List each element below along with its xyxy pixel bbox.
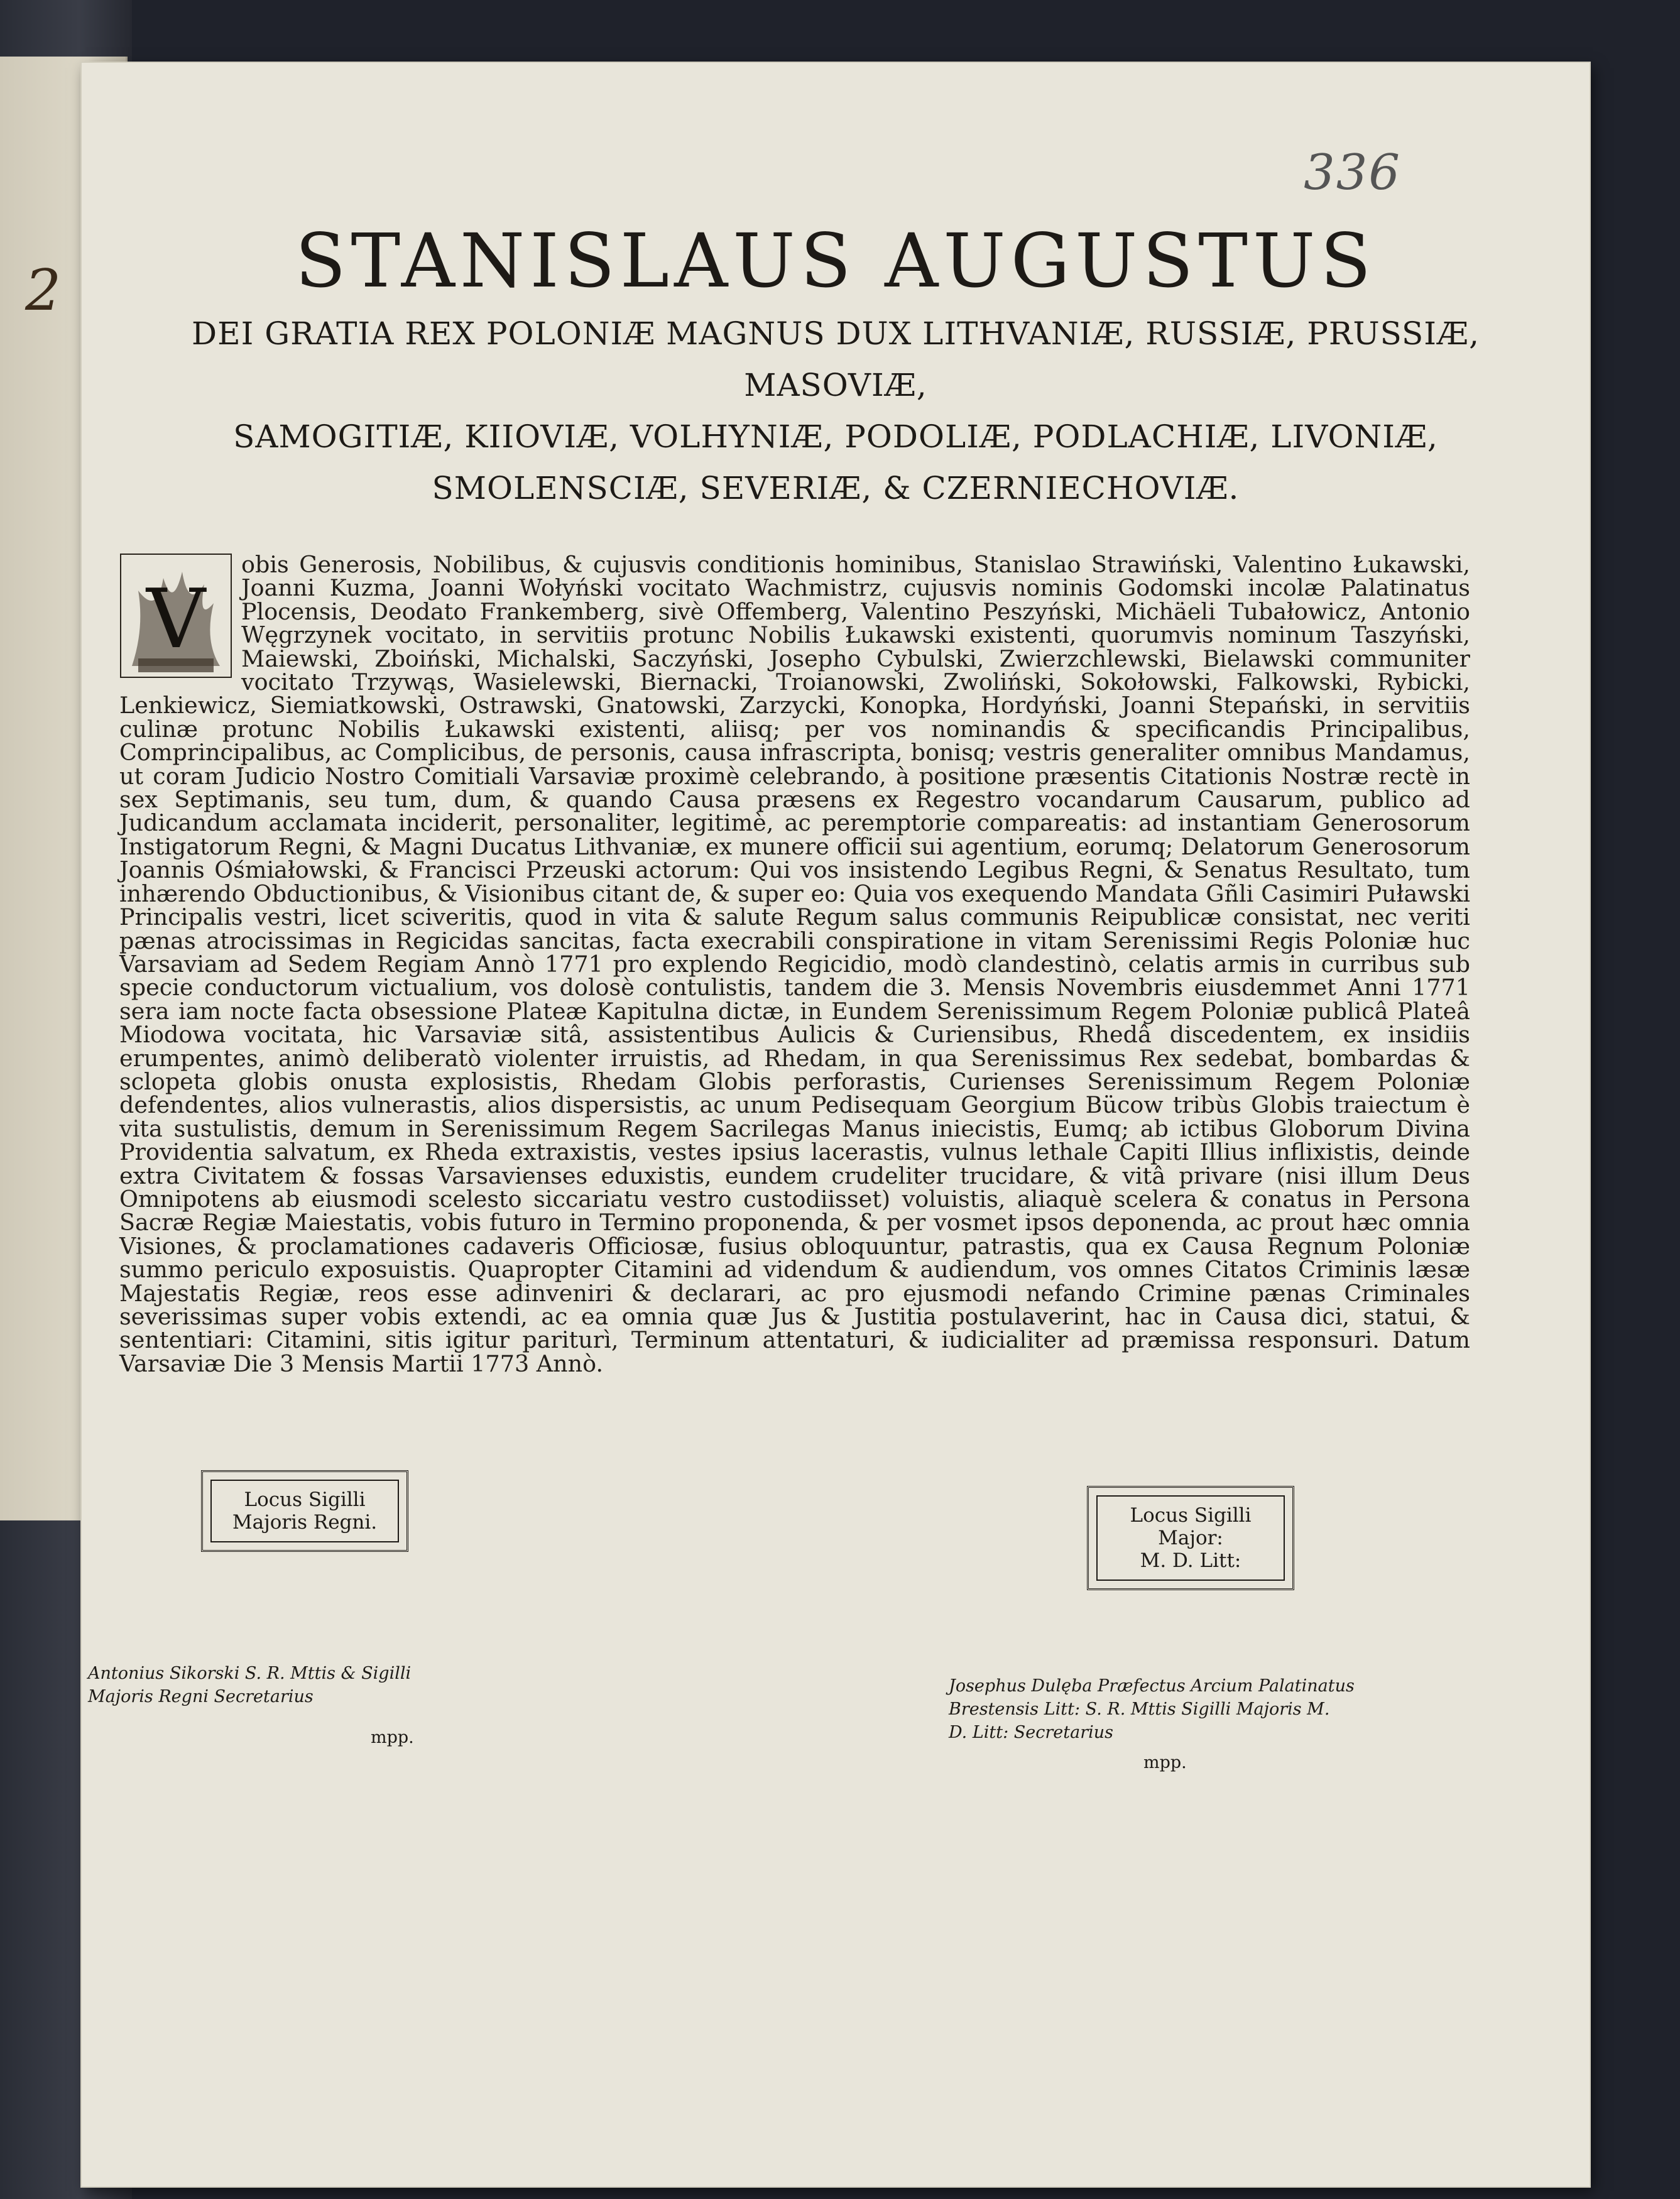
underlying-sheet-number: 2 [25,258,62,324]
signature-right-mpp: mpp. [1143,1753,1187,1772]
king-name: STANISLAUS AUGUSTUS [295,217,1377,304]
seal-lithuania-line-1: Locus Sigilli Major: [1130,1504,1252,1549]
seal-regni-line-2: Majoris Regni. [232,1511,378,1534]
seal-box-lithuania-inner [1096,1495,1285,1581]
seal-box-regni-inner [210,1480,399,1542]
seal-regni-line-1: Locus Sigilli [244,1488,366,1511]
seal-lithuania-line-2: M. D. Litt: [1140,1549,1241,1572]
citation-body [119,553,1470,1375]
signature-left-mpp: mpp. [371,1728,414,1747]
seal-box-regni [201,1470,408,1552]
signature-right-line-1: Josephus Dulęba Præfectus Arcium Palatinatus [949,1676,1355,1696]
signature-right-line-2: Brestensis Litt: S. R. Mttis Sigilli Majoris M. [949,1700,1330,1719]
initial-letter: V [146,571,205,667]
signature-right [949,1674,1426,1744]
document-sheet [82,63,1590,2186]
royal-titles [82,308,1590,514]
royal-titles-line-3: SMOLENSCIÆ, SEVERIÆ, & CZERNIECHOVIÆ. [432,470,1240,506]
folio-number: 336 [1304,145,1401,201]
decorated-initial [119,553,232,679]
signature-right-line-3: D. Litt: Secretarius [949,1723,1114,1742]
signature-left-line-2: Majoris Regni Secretarius [88,1687,314,1706]
signature-left-line-1: Antonius Sikorski S. R. Mttis & Sigilli [88,1664,412,1683]
seal-box-lithuania [1087,1486,1294,1590]
royal-titles-line-1: DEI GRATIA REX POLONIÆ MAGNUS DUX LITHVANIÆ, RUSSIÆ, PRUSSIÆ, MASOVIÆ, [191,315,1480,403]
royal-titles-line-2: SAMOGITIÆ, KIIOVIÆ, VOLHYNIÆ, PODOLIÆ, PODLACHIÆ, LIVONIÆ, [233,418,1438,455]
signature-left [88,1662,477,1708]
ornament-icon [119,553,232,679]
citation-text: obis Generosis, Nobilibus, & cujusvis conditionis hominibus, Stanislao Strawiński, Valentino Łukawski, Joanni Kuzma, Joanni Wołyński vocitato Wachmistrz, cujusvis nominis Godomski incolæ Palatinatus Plocensis, Deodato Frankemberg, sivè Offemberg, Valentino Peszyński, Michäeli Tubałowicz, Antonio Węgrzynek vocitato, in servitiis protunc Nobilis Łukawski existenti, quorumvis nominum Taszyński, Maiewski, Zboiński, Michalski, Saczyński, Josepho Cybulski, Zwierzchlewski, Bielawski communiter vocitato Trzywąs, Wasielewski, Biernacki, Troianowski, Zwoliński, Sokołowski, Falkowski, Rybicki, Lenkiewicz, Siemiatkowski, Ostrawski, Gnatowski, Zarzycki, Konopka, Hordyński, Joanni Stepański, in servitiis culinæ protunc Nobilis Łukawski existenti, aliisq; per vos nominandis & specificandis Principalibus, Comprincipalibus, ac Complicibus, de personis, causa infrascripta, bonisq; vestris generaliter omnibus Mandamus, ut coram Judicio Nostro Comitiali Varsaviæ proximè celebrando, à positione præsentis Citationis Nostræ rectè in sex Septimanis, seu tum, dum, & quando Causa præsens ex Regestro vocandarum Causarum, publico ad Judicandum acclamata inciderit, personaliter, legitimè, ac peremptorie compareatis: ad instantiam Generosorum Instigatorum Regni, & Magni Ducatus Lithvaniæ, ex munere officii sui agentium, eorumq; Delatorum Generosorum Joannis Ośmiałowski, & Francisci Przeuski actorum: Qui vos insistendo Legibus Regni, & Senatus Resultato, tum inhærendo Obductionibus, & Visionibus citant de, & super eo: Quia vos exequendo Mandata Gñli Casimiri Puławski Principalis vestri, licet sciveritis, quod in vita & salute Regum salus communis Reipublicæ consistat, nec veriti pænas atrocissimas in Regicidas sancitas, facta execrabili conspiratione in vitam Serenissimi Regis Poloniæ huc Varsaviam ad Sedem Regiam Annò 1771 pro explendo Regicidio, modò clandestinò, celatis armis in curribus sub specie conductorum victualium, vos dolosè contulistis, tandem die 3. Mensis Novembris eiusdemmet Anni 1771 sera iam nocte facta obsessione Plateæ Kapitulna dictæ, in Eundem Serenissimum Regem Poloniæ publicâ Plateâ Miodowa vocitata, hic Varsaviæ sitâ, assistentibus Aulicis & Curiensibus, Rhedâ discedentem, ex insidiis erumpentes, animò deliberatò violenter irruistis, ad Rhedam, in qua Serenissimus Rex sedebat, bombardas & sclopeta globis onusta explosistis, Rhedam Globis perforastis, Curienses Serenissimum Regem Poloniæ defendentes, alios vulnerastis, alios dispersistis, ac unum Pedisequam Georgium Bücow tribùs Globis traiectum è vita sustulistis, demum in Serenissimum Regem Sacrilegas Manus iniecistis, Eumq; ab ictibus Globorum Divina Providentia salvatum, ex Rheda extraxistis, vestes ipsius lacerastis, vulnus lethale Capiti Illius inflixistis, deinde extra Civitatem & fossas Varsavienses eduxistis, eundem crudeliter trucidare, & vitâ privare (nisi illum Deus Omnipotens ab eiusmodi scelesto siccariatu vestro custodiisset) voluistis, aliaquè scelera & conatus in Persona Sacræ Regiæ Maiestatis, vobis futuro in Termino proponenda, & per vosmet ipsos deponenda, ac prout hæc omnia Visiones, & proclamationes cadaveris Officiosæ, fusius obloquuntur, patrastis, qua ex Causa Regnum Poloniæ summo periculo exposuistis. Quapropter Citamini ad videndum & audiendum, vos omnes Citatos Criminis læsæ Majestatis Regiæ, reos esse adinveniri & declarari, ac pro ejusmodi nefando Crimine pænas Criminales severissimas super vobis extendi, ac ea omnia quæ Jus & Justitia postulaverint, hac in Causa dici, statui, & sententiari: Citamini, sitis igitur pariturì, Terminum attentaturi, & iudicialiter ad præmissa responsuri. Datum Varsaviæ Die 3 Mensis Martii 1773 Annò. [119,551,1470,1377]
document-heading [82,214,1590,514]
